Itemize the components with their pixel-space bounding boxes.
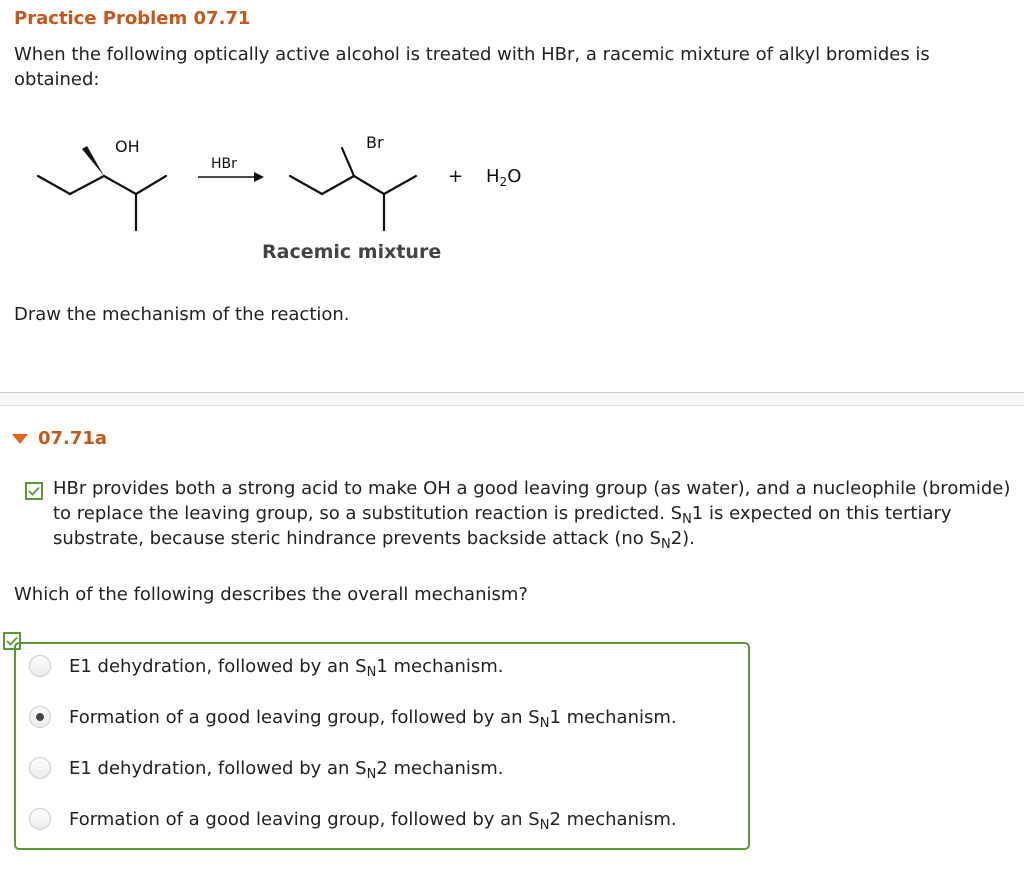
question-text: Which of the following describes the overall mechanism?: [14, 584, 528, 605]
radio-button[interactable]: [29, 808, 51, 830]
answer-label: Formation of a good leaving group, followed by an $S_N1$ mechanism.: [69, 706, 677, 731]
wedge-bond: [82, 146, 104, 176]
racemic-caption: Racemic mixture: [262, 241, 442, 263]
radio-button[interactable]: [29, 757, 51, 779]
water-formula: $H_2O$: [486, 166, 522, 189]
reaction-scheme: [30, 124, 550, 274]
answer-options: [14, 642, 750, 850]
answer-option[interactable]: [16, 697, 748, 737]
answer-option[interactable]: [16, 646, 748, 686]
problem-intro: When the following optically active alcohol is treated with HBr, a racemic mixture of alkyl bromides is obtained:: [14, 44, 930, 90]
radio-button-selected[interactable]: [29, 706, 51, 728]
product-structure: [290, 148, 416, 230]
answer-label: Formation of a good leaving group, followed by an $S_N2$ mechanism.: [69, 808, 677, 833]
collapse-triangle-icon[interactable]: [12, 434, 28, 444]
reactant-structure: [38, 176, 166, 230]
answer-label: E1 dehydration, followed by an $S_N1$ mechanism.: [69, 655, 504, 680]
arrow-head: [254, 172, 264, 182]
product-br-label: Br: [366, 133, 384, 152]
reagent-label: HBr: [211, 156, 237, 172]
answer-option[interactable]: [16, 748, 748, 788]
answer-label: E1 dehydration, followed by an $S_N2$ mechanism.: [69, 757, 504, 782]
plus-sign: +: [448, 166, 464, 187]
section-divider: [0, 392, 1024, 406]
explanation-check-icon: [25, 482, 43, 500]
radio-dot-icon: [36, 713, 44, 721]
explanation-text: HBr provides both a strong acid to make OH a good leaving group (as water), and a nucleophile (bromide) to replace the leaving group, so a substitution reaction is predicted. $S_N1$ is expected on this tertiary substrate, because steric hindrance prevents backside attack (no $S_N2$).: [53, 478, 1011, 552]
section-label: 07.71a: [38, 428, 108, 449]
answer-option[interactable]: [16, 799, 748, 839]
section-toggle[interactable]: [12, 428, 107, 449]
radio-button[interactable]: [29, 655, 51, 677]
problem-title: Practice Problem 07.71: [14, 8, 251, 29]
draw-prompt: Draw the mechanism of the reaction.: [14, 304, 350, 325]
reactant-oh-label: OH: [115, 137, 140, 156]
